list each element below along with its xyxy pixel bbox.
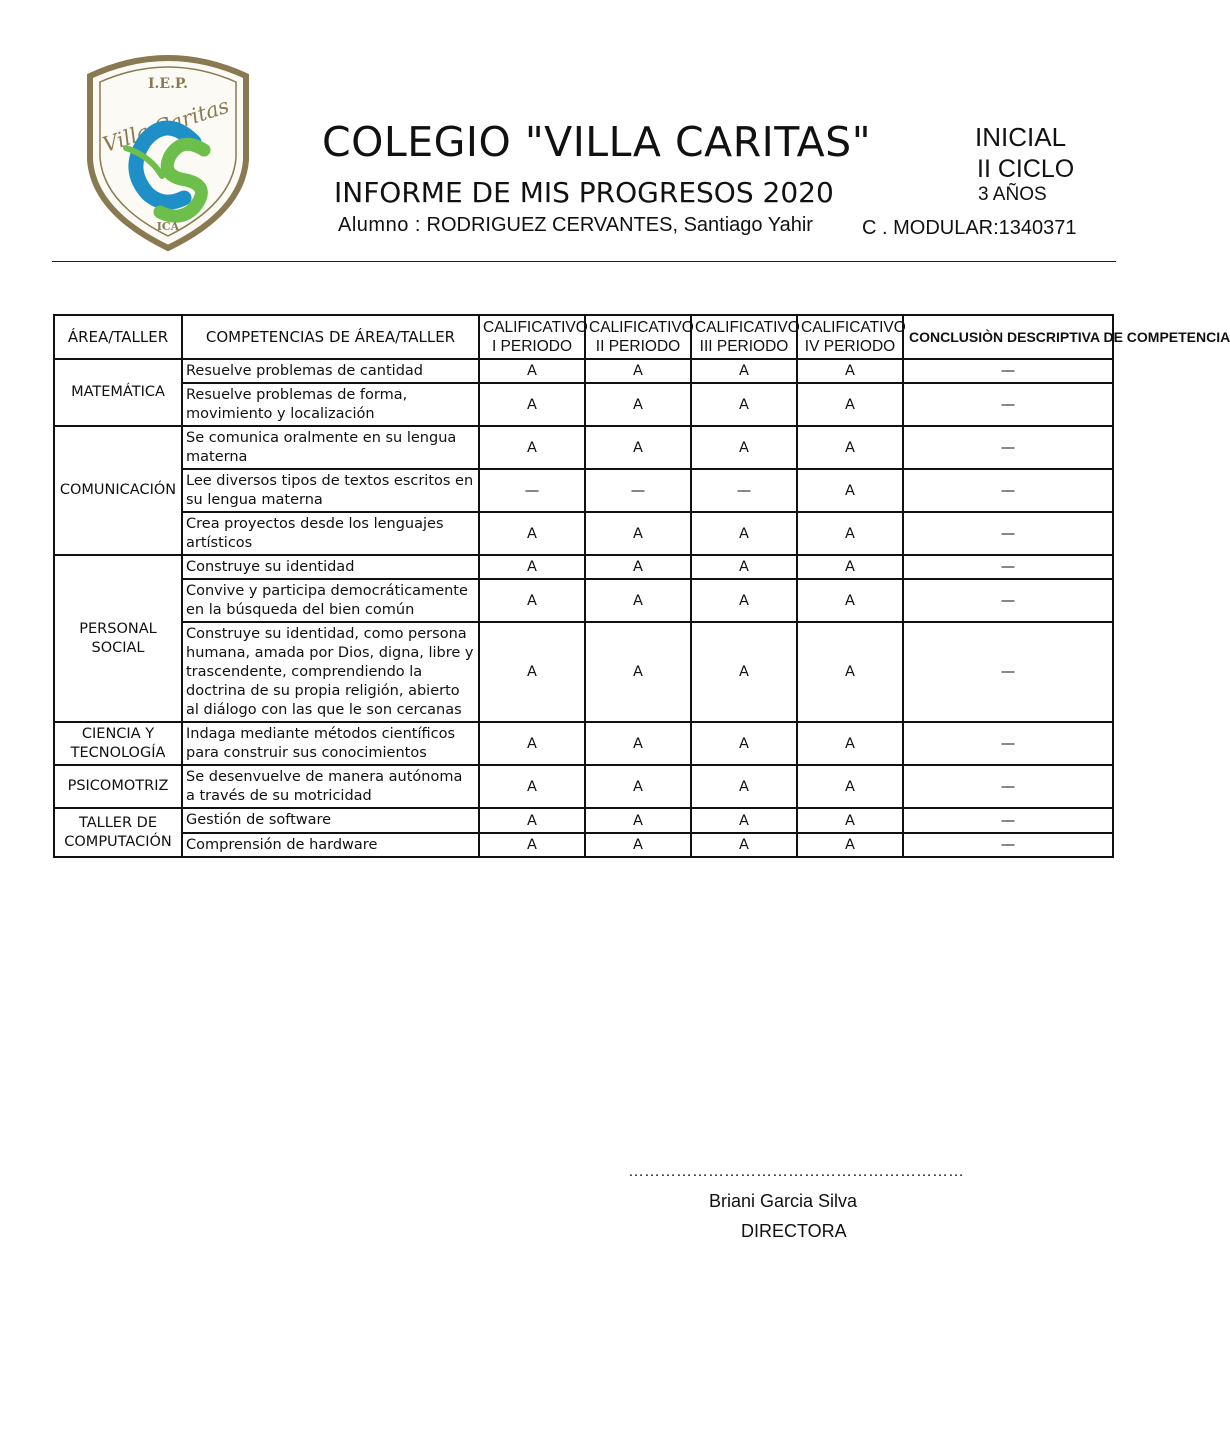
grade-cell: A xyxy=(691,359,797,383)
conclusion-cell: — xyxy=(903,765,1113,808)
grade-cell: A xyxy=(585,512,691,555)
area-cell: CIENCIA Y TECNOLOGÍA xyxy=(54,722,182,765)
grade-cell: — xyxy=(479,469,585,512)
grade-cell: A xyxy=(585,426,691,469)
conclusion-cell: — xyxy=(903,622,1113,722)
header-period-3: CALIFICATIVO III PERIODO xyxy=(691,315,797,359)
grade-cell: A xyxy=(479,833,585,857)
education-level: INICIAL xyxy=(975,122,1067,152)
table-row xyxy=(54,808,1113,833)
conclusion-cell: — xyxy=(903,383,1113,426)
modular-code: C . MODULAR:1340371 xyxy=(862,217,1077,239)
grade-cell: A xyxy=(797,359,903,383)
signatory-role: DIRECTORA xyxy=(741,1221,847,1241)
grade-cell: A xyxy=(691,579,797,622)
grade-cell: A xyxy=(585,765,691,808)
area-cell: PSICOMOTRIZ xyxy=(54,765,182,808)
conclusion-cell: — xyxy=(903,722,1113,765)
conclusion-cell: — xyxy=(903,426,1113,469)
grade-cell: A xyxy=(479,579,585,622)
area-cell: TALLER DE COMPUTACIÓN xyxy=(54,808,182,857)
table-row xyxy=(54,469,1113,512)
grade-cell: A xyxy=(585,808,691,833)
header-period-4: CALIFICATIVO IV PERIODO xyxy=(797,315,903,359)
grade-cell: A xyxy=(797,808,903,833)
grade-cell: A xyxy=(797,765,903,808)
grade-cell: A xyxy=(797,512,903,555)
grade-cell: A xyxy=(797,722,903,765)
grade-cell: A xyxy=(691,722,797,765)
grade-cell: A xyxy=(691,808,797,833)
conclusion-cell: — xyxy=(903,808,1113,833)
competency-cell: Construye su identidad, como persona humana, amada por Dios, digna, libre y trascendente, comprendiendo la doctrina de su propia religión, abierto al diálogo con las que le son cercanas xyxy=(182,622,479,722)
grade-cell: A xyxy=(585,383,691,426)
logo-bottom-text: ICA xyxy=(156,220,180,233)
grade-cell: A xyxy=(479,622,585,722)
table-header-row xyxy=(54,315,1113,359)
header-period-1: CALIFICATIVO I PERIODO xyxy=(479,315,585,359)
competency-cell: Lee diversos tipos de textos escritos en su lengua materna xyxy=(182,469,479,512)
table-row xyxy=(54,383,1113,426)
grade-cell: A xyxy=(585,722,691,765)
grade-cell: A xyxy=(585,359,691,383)
grade-cell: A xyxy=(797,469,903,512)
grade-cell: A xyxy=(797,622,903,722)
student-name: RODRIGUEZ CERVANTES, Santiago Yahir xyxy=(426,214,813,236)
header-divider xyxy=(52,261,1116,262)
competency-cell: Crea proyectos desde los lenguajes artísticos xyxy=(182,512,479,555)
logo-script-text: Villa Caritas xyxy=(99,93,232,158)
table-row xyxy=(54,579,1113,622)
grade-cell: A xyxy=(479,555,585,579)
table-row xyxy=(54,512,1113,555)
grade-cell: A xyxy=(479,426,585,469)
competency-cell: Gestión de software xyxy=(182,808,479,833)
area-cell: PERSONAL SOCIAL xyxy=(54,555,182,722)
grade-cell: A xyxy=(479,512,585,555)
area-cell: MATEMÁTICA xyxy=(54,359,182,426)
competency-cell: Resuelve problemas de cantidad xyxy=(182,359,479,383)
student-age-group: 3 AÑOS xyxy=(978,184,1047,205)
signature-line: ……………………………………………………… xyxy=(628,1163,964,1180)
header-area: ÁREA/TALLER xyxy=(54,315,182,359)
grade-cell: A xyxy=(585,833,691,857)
grade-cell: A xyxy=(797,833,903,857)
grade-cell: A xyxy=(479,808,585,833)
grade-cell: A xyxy=(585,579,691,622)
grade-cell: A xyxy=(691,555,797,579)
student-line xyxy=(338,214,813,237)
competency-cell: Resuelve problemas de forma, movimiento y localización xyxy=(182,383,479,426)
grade-cell: A xyxy=(479,765,585,808)
grade-cell: A xyxy=(585,622,691,722)
table-row xyxy=(54,555,1113,579)
grade-cell: A xyxy=(797,383,903,426)
header-period-2: CALIFICATIVO II PERIODO xyxy=(585,315,691,359)
competency-cell: Indaga mediante métodos científicos para construir sus conocimientos xyxy=(182,722,479,765)
table-row xyxy=(54,426,1113,469)
conclusion-cell: — xyxy=(903,555,1113,579)
grade-cell: A xyxy=(691,426,797,469)
competency-cell: Se desenvuelve de manera autónoma a través de su motricidad xyxy=(182,765,479,808)
grade-cell: — xyxy=(585,469,691,512)
grade-cell: A xyxy=(691,383,797,426)
competency-cell: Convive y participa democráticamente en la búsqueda del bien común xyxy=(182,579,479,622)
school-crest-logo xyxy=(86,52,250,252)
report-title: INFORME DE MIS PROGRESOS 2020 xyxy=(334,176,834,209)
grade-cell: A xyxy=(691,512,797,555)
grade-cell: A xyxy=(691,833,797,857)
table-row xyxy=(54,722,1113,765)
area-cell: COMUNICACIÓN xyxy=(54,426,182,555)
student-label: Alumno : xyxy=(338,214,421,236)
grade-cell: A xyxy=(585,555,691,579)
grade-cell: A xyxy=(797,579,903,622)
school-title: COLEGIO "VILLA CARITAS" xyxy=(322,118,872,166)
competency-cell: Construye su identidad xyxy=(182,555,479,579)
table-row xyxy=(54,359,1113,383)
header-competencies: COMPETENCIAS DE ÁREA/TALLER xyxy=(182,315,479,359)
signatory-name: Briani Garcia Silva xyxy=(709,1191,858,1211)
grade-cell: A xyxy=(479,722,585,765)
table-row xyxy=(54,622,1113,722)
competency-cell: Se comunica oralmente en su lengua materna xyxy=(182,426,479,469)
table-row xyxy=(54,833,1113,857)
conclusion-cell: — xyxy=(903,359,1113,383)
grade-cell: A xyxy=(797,555,903,579)
grade-cell: A xyxy=(691,765,797,808)
table-row xyxy=(54,765,1113,808)
grade-cell: A xyxy=(797,426,903,469)
education-cycle: II CICLO xyxy=(977,155,1075,183)
conclusion-cell: — xyxy=(903,833,1113,857)
conclusion-cell: — xyxy=(903,512,1113,555)
header-conclusion: CONCLUSIÒN DESCRIPTIVA DE COMPETENCIA xyxy=(903,315,1113,359)
conclusion-cell: — xyxy=(903,469,1113,512)
conclusion-cell: — xyxy=(903,579,1113,622)
grade-cell: A xyxy=(479,383,585,426)
grade-cell: — xyxy=(691,469,797,512)
competency-cell: Comprensión de hardware xyxy=(182,833,479,857)
grade-cell: A xyxy=(691,622,797,722)
logo-top-text: I.E.P. xyxy=(147,76,189,92)
grades-table xyxy=(53,314,1230,858)
grade-cell: A xyxy=(479,359,585,383)
